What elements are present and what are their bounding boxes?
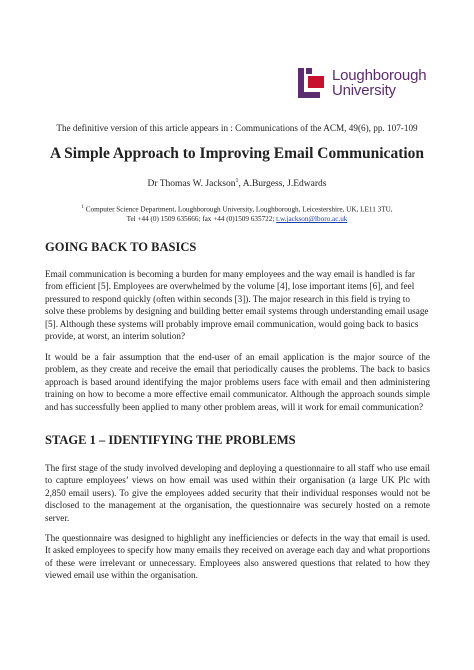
logo-mark-icon	[296, 66, 328, 106]
paper-title: A Simple Approach to Improving Email Communication	[49, 145, 425, 162]
paragraph: Email communication is becoming a burden for many employees and the way email is handled is far from efficient [5]. Employees are overwhelmed by the volume [4], lose important items [6], and feel pressured to respond quickly (often within seconds [3]). The major research in this field is trying to solve these problems by designing and building better email systems through understanding email usage [5]. Although these systems will probably improve email communication, would going back to basics provide, at worst, an interim solution?	[45, 269, 429, 342]
paragraph: The questionnaire was designed to highlight any inefficiencies or defects in the way that email is used. It asked employees to specify how many emails they received on average each day and what proportions of these were irrelevant or unnecessary. Employees also answered questions that related to how they viewed email use within the organisation.	[45, 533, 430, 581]
author-email-link[interactable]: t.w.jackson@lboro.ac.uk	[276, 215, 348, 224]
university-logo	[296, 66, 436, 108]
other-authors: , A.Burgess, J.Edwards	[238, 179, 327, 190]
affiliation-phone: Tel +44 (0) 1509 635666; fax +44 (0)1509 635722;	[126, 215, 277, 224]
publication-note: The definitive version of this article appears in : Communications of the ACM, 49(6), pp. 107-109	[56, 123, 418, 133]
logo-line-2: University	[332, 82, 396, 99]
paragraph: It would be a fair assumption that the end-user of an email application is the major source of the problem, as they create and receive the email that periodically causes the problems. The back to basics approach is based around identifying the major problems users face with email and then administering training on how to become a more effective email communicator. Although the approach sounds simple and has successfully been applied to many other problem areas, will it work for email communication?	[45, 352, 430, 412]
affiliation-address: Computer Science Department, Loughborough University, Loughborough, Leicestershire, UK, LE11 3TU,	[85, 205, 393, 214]
author-affiliation-marker: 1	[235, 178, 239, 184]
affiliation-line-1	[0, 203, 474, 214]
first-author: Dr Thomas W. Jackson	[147, 179, 236, 190]
author-list	[0, 178, 474, 189]
affiliation-marker: 1	[81, 205, 84, 210]
paragraph: The first stage of the study involved developing and deploying a questionnaire to all staff who use email to capture employees’ views on how email was used within their organisation (a large UK Plc with 2,850 email users). To give the employees added security that their individual responses would not be disclosed to the management at the organisation, the questionnaire was securely hosted on a remote server.	[45, 463, 430, 523]
affiliation	[0, 203, 474, 224]
section-heading: GOING BACK TO BASICS	[45, 240, 197, 254]
logo-line-1: Loughborough	[332, 67, 427, 84]
affiliation-line-2	[0, 214, 474, 224]
section-heading: STAGE 1 – IDENTIFYING THE PROBLEMS	[45, 433, 296, 447]
